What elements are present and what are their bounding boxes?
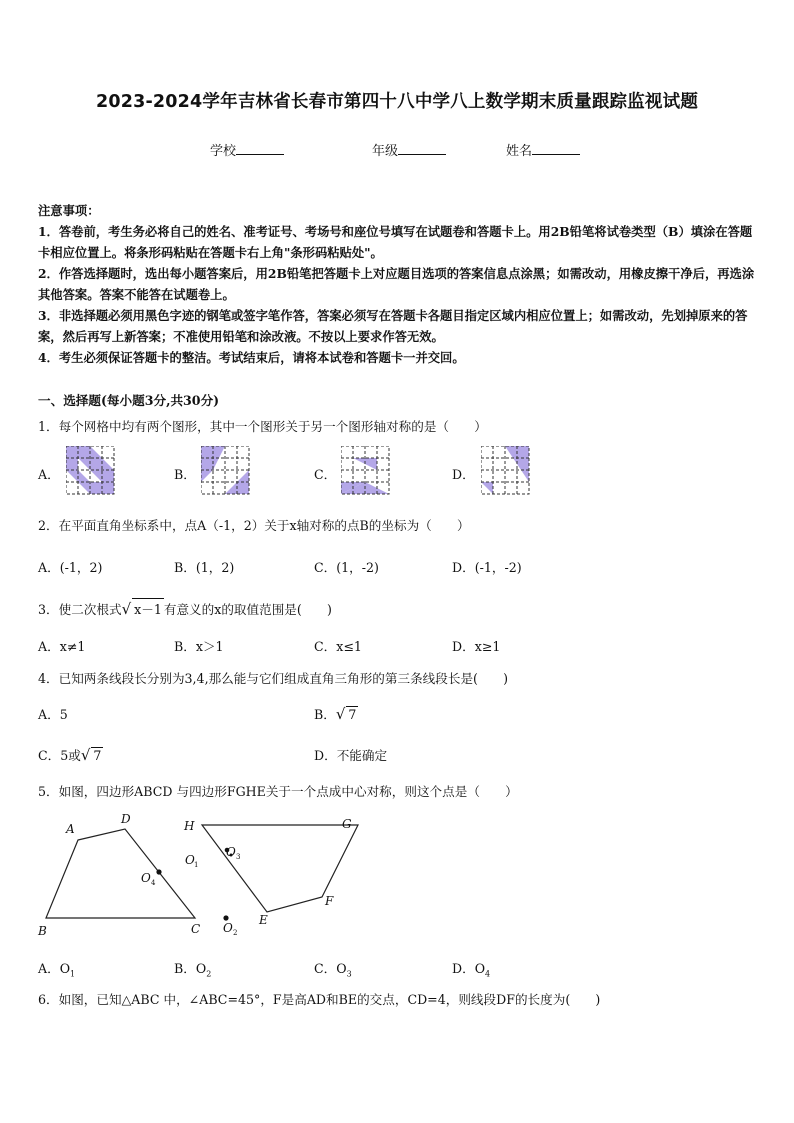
q5-option-c: C．$O_3$ [314,961,352,979]
label-g: G [342,817,352,831]
page-title: 2023-2024学年吉林省长春市第四十八中学八上数学期末质量跟踪监视试题 [95,92,699,112]
note-3: 3．非选择题必须用黑色字迹的钢笔或签字笔作答，答案必须写在答题卡各题目指定区域内相应位置上；如需改动，先划掉原来的答案，然后再写上新答案；不准使用铅笔和涂改液。不按以上要求作答无效。 [38,308,748,344]
q1-option-d: D． [452,467,475,482]
question-5: 5．如图，四边形ABCD 与四边形FGHE关于一个点成中心对称，则这个点是（ ） [38,784,518,799]
q1-option-a: A． [38,467,60,482]
sub-o3: 3 [236,853,241,861]
note-2: 2．作答选择题时，选出每小题答案后，用2B铅笔把答题卡上对应题目选项的答案信息点涂黑；如需改动，用橡皮擦干净后，再选涂其他答案。答案不能答在试题卷上。 [38,266,755,302]
q2-option-b: B．(1，2) [174,560,235,575]
notes-heading: 注意事项： [38,203,100,218]
label-f: F [325,894,334,908]
q5-option-a: A．$O_1$ [38,961,76,979]
q5-option-d: D．$O_4$ [452,961,491,979]
q5-figure [30,810,370,945]
q3-option-d: D．x≥1 [452,639,501,654]
name-field: 姓名 [506,140,580,159]
label-o3: O [226,845,236,859]
sub-o1: 1 [194,861,199,869]
label-b: B [38,924,47,938]
question-3: 3．使二次根式√ x－1 有意义的x的取值范围是( ) [38,600,332,618]
q4-option-d: D．不能确定 [314,748,388,763]
q1-grid-b [201,446,251,496]
label-c: C [191,922,201,936]
label-o1: O [185,853,195,867]
school-field: 学校 [210,140,284,159]
label-h: H [184,819,195,833]
q1-grid-c [341,446,391,496]
q2-option-a: A．(-1，2) [38,560,103,575]
q4-option-a: A．5 [38,707,68,722]
q5-option-b: B．$O_2$ [174,961,212,979]
q2-option-c: C．(1，-2) [314,560,379,575]
question-6: 6．如图，已知△ABC 中，∠ABC=45°，F是高AD和BE的交点，CD=4，则线段DF的长度为( ) [38,992,601,1007]
note-4: 4．考生必须保证答题卡的整洁。考试结束后，请将本试卷和答题卡一并交回。 [38,350,465,365]
label-o2: O [223,921,233,935]
section-heading: 一、选择题(每小题3分,共30分) [38,393,220,408]
label-o4: O [141,871,151,885]
label-d: D [121,812,131,826]
sub-o4: 4 [151,879,156,887]
note-1: 1．答卷前，考生务必将自己的姓名、准考证号、考场号和座位号填写在试题卷和答题卡上。用2B铅笔将试卷类型（B）填涂在答题卡相应位置上。将条形码粘贴在答题卡右上角"条形码粘贴处"。 [38,224,753,260]
q4-option-c: C．5或√ 7 [38,746,102,764]
q3-option-b: B．x＞1 [174,639,224,654]
q1-option-b: B． [174,467,196,482]
sub-o2: 2 [233,929,238,937]
q1-grid-a [66,446,116,496]
question-2: 2．在平面直角坐标系中，点A（-1，2）关于x轴对称的点B的坐标为（ ） [38,518,470,533]
label-a: A [66,822,75,836]
q2-option-d: D．(-1，-2) [452,560,522,575]
question-4: 4．已知两条线段长分别为3,4,那么能与它们组成直角三角形的第三条线段长是( ) [38,671,509,686]
question-1: 1．每个网格中均有两个图形，其中一个图形关于另一个图形轴对称的是（ ） [38,419,487,434]
grade-field: 年级 [372,140,446,159]
q3-radicand: x－1 [132,598,164,618]
q3-option-c: C．x≤1 [314,639,362,654]
q1-grid-d [481,446,531,496]
q1-option-c: C． [314,467,337,482]
q3-option-a: A．x≠1 [38,639,86,654]
q4-option-b: B．√ 7 [314,705,357,723]
label-e: E [259,913,268,927]
